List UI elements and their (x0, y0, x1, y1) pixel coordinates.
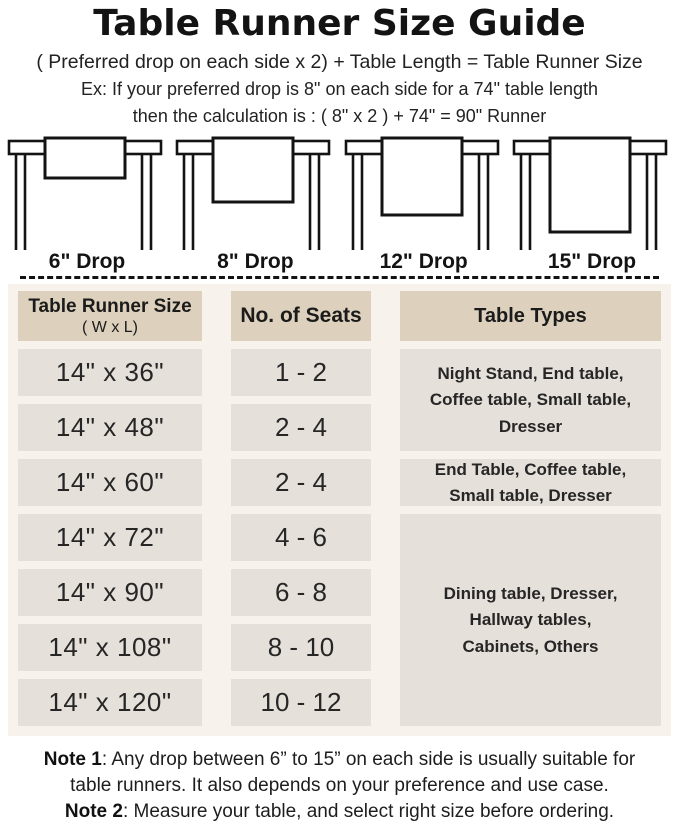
size-cell: 14" x 108" (18, 624, 202, 671)
column-header-types: Table Types (400, 291, 661, 341)
example-line-2: then the calculation is : ( 8" x 2 ) + 74" = 90" Runner (132, 105, 547, 126)
table-runner-size-guide (0, 1, 679, 827)
formula-text: ( Preferred drop on each side x 2) + Table Length = Table Runner Size (36, 51, 643, 73)
size-cell: 14" x 48" (18, 404, 202, 451)
types-cell-medium-tables: End Table, Coffee table, Small table, Dresser (400, 459, 661, 506)
note-2: Note 2: Measure your table, and select right size before ordering. (64, 801, 615, 823)
note-1-line-2: table runners. It also depends on your preference and use case. (70, 775, 609, 797)
size-cell: 14" x 36" (18, 349, 202, 396)
seats-cell: 8 - 10 (231, 624, 371, 671)
table-runner-6-drop-icon (7, 136, 167, 250)
figure-15-drop (512, 136, 672, 274)
table-runner-15-drop-icon (512, 136, 672, 250)
types-cell-small-tables: Night Stand, End table, Coffee table, Small table, Dresser (400, 349, 661, 451)
note-1-line-1: Note 1: Any drop between 6” to 15” on each side is usually suitable for (43, 749, 636, 771)
notes-section (0, 747, 679, 824)
example-line-1: Ex: If your preferred drop is 8" on each side for a 74" table length (80, 79, 599, 100)
size-cell: 14" x 72" (18, 514, 202, 561)
drop-label: 15" Drop (547, 250, 637, 274)
drop-illustrations (0, 136, 679, 274)
seats-cell: 1 - 2 (231, 349, 371, 396)
column-header-seats: No. of Seats (231, 291, 371, 341)
table-runner-8-drop-icon (175, 136, 335, 250)
table-runner-12-drop-icon (344, 136, 504, 250)
seats-cell: 4 - 6 (231, 514, 371, 561)
drop-label: 6" Drop (48, 250, 126, 274)
seats-cell: 6 - 8 (231, 569, 371, 616)
figure-8-drop (175, 136, 335, 274)
figure-6-drop (7, 136, 167, 274)
seats-cell: 2 - 4 (231, 459, 371, 506)
size-cell: 14" x 90" (18, 569, 202, 616)
types-cell-large-tables: Dining table, Dresser, Hallway tables, Cabinets, Others (400, 514, 661, 726)
size-cell: 14" x 120" (18, 679, 202, 726)
drop-label: 8" Drop (217, 250, 294, 274)
size-guide-table (8, 284, 671, 736)
column-header-size: Table Runner Size ( W x L) (18, 291, 202, 341)
seats-cell: 2 - 4 (231, 404, 371, 451)
seats-cell: 10 - 12 (231, 679, 371, 726)
drop-label: 12" Drop (379, 250, 468, 274)
page-title: Table Runner Size Guide (93, 3, 586, 44)
figure-12-drop (344, 136, 504, 274)
dashed-divider (20, 276, 659, 279)
size-cell: 14" x 60" (18, 459, 202, 506)
